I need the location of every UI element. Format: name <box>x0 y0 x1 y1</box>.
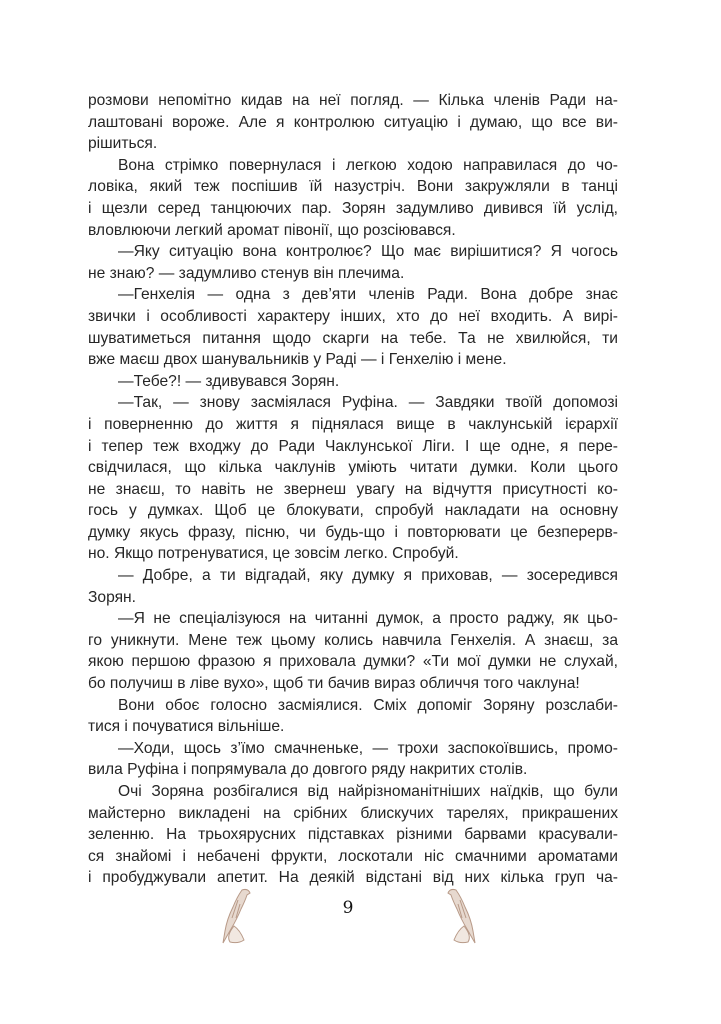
text-line: го уникнути. Мене теж цьому колись навчила Генхелія. А знаєш, за <box>88 631 618 649</box>
text-line: — Добре, а ти відгадай, яку думку я приховав, — зосередився <box>118 567 618 585</box>
falcon-icon <box>212 886 256 948</box>
text-line: рішиться. <box>88 135 158 153</box>
text-line: і поверненню до життя я піднялася вище в чаклунській ієрархії <box>88 415 618 433</box>
text-line: вже маєш двох шанувальників у Раді — і Генхелію і мене. <box>88 351 507 369</box>
text-line: думку якусь фразу, пісню, чи будь-що і повторювати це безперерв- <box>88 523 618 541</box>
text-line: —Генхелія — одна з дев’яти членів Ради. Вона добре знає <box>118 286 618 304</box>
text-line: і пробуджували апетит. На деякій відстані від них кілька груп ча- <box>88 869 618 887</box>
text-line: лаштовані вороже. Але я контролюю ситуацію і думаю, що все ви- <box>88 113 618 131</box>
text-line: ся знайомі і небачені фрукти, лоскотали ніс смачними ароматами <box>88 847 618 865</box>
text-line: но. Якщо потренуватися, це зовсім легко. Спробуй. <box>88 545 459 563</box>
text-line: вила Руфіна і попрямувала до довгого ряду накритих столів. <box>88 761 528 779</box>
text-line: Очі Зоряна розбігалися від найрізноманітніших наїдків, що були <box>118 783 618 800</box>
text-line: —Я не спеціалізуюся на читанні думок, а просто раджу, як цьо- <box>118 610 618 628</box>
text-line: майстерно викладені на срібних блискучих тарелях, прикрашених <box>88 804 618 822</box>
text-line: якою першою фразою я приховала думки? «Ти мої думки не слухай, <box>88 653 618 671</box>
text-line: свідчилася, що кілька чаклунів уміють читати думки. Коли цього <box>88 459 618 477</box>
text-line: Вони обоє голосно засміялися. Сміх допоміг Зоряну розслаби- <box>118 696 618 714</box>
text-line: Вона стрімко повернулася і легкою ходою направилася до чо- <box>118 156 618 174</box>
text-line: —Яку ситуацію вона контролює? Що має вирішитися? Я чогось <box>118 243 618 261</box>
text-line: —Так, — знову засміялася Руфіна. — Завдяки твоїй допомозі <box>118 394 618 412</box>
text-line: не знаю? — задумливо стенув він плечима. <box>88 264 405 282</box>
text-line: вловлюючи легкий аромат півонії, що розсіювався. <box>88 221 456 239</box>
page-number: 9 <box>342 898 354 918</box>
text-line: звички і особливості характеру інших, хто до неї входить. А вирі- <box>88 307 618 325</box>
text-line: гось у думках. Щоб це блокувати, спробуй накладати на основну <box>88 502 618 520</box>
text-line: і щезли серед танцюючих пар. Зорян задумливо дивився їй услід, <box>88 199 618 217</box>
text-line: —Ходи, щось з’їмо смачненьке, — трохи заспокоївшись, промо- <box>118 739 618 757</box>
text-line: і тепер теж входжу до Ради Чаклунської Ліги. І ще одне, я пере- <box>88 437 618 455</box>
text-line: тися і почуватися вільніше. <box>88 718 285 736</box>
falcon-icon <box>442 886 486 948</box>
text-line: —Тебе?! — здивувався Зорян. <box>118 372 340 390</box>
text-line: зеленню. На трьохярусних підставках різними барвами красували- <box>88 826 618 844</box>
text-line: шуватиметься питання щодо скарги на тебе. Та не хвилюйся, ти <box>88 329 618 347</box>
text-line: не знаєш, то навіть не звернеш увагу на відчуття присутності ко- <box>88 480 618 498</box>
text-line: ловіка, який теж поспішив їй назустріч. Вони закружляли в танці <box>88 178 618 196</box>
page-body-text <box>88 90 618 889</box>
text-line: розмови непомітно кидав на неї погляд. — Кілька членів Ради на- <box>88 92 618 109</box>
text-line: Зорян. <box>88 588 136 606</box>
text-line: бо получиш в ліве вухо», щоб ти бачив вираз обличчя того чаклуна! <box>88 675 580 693</box>
